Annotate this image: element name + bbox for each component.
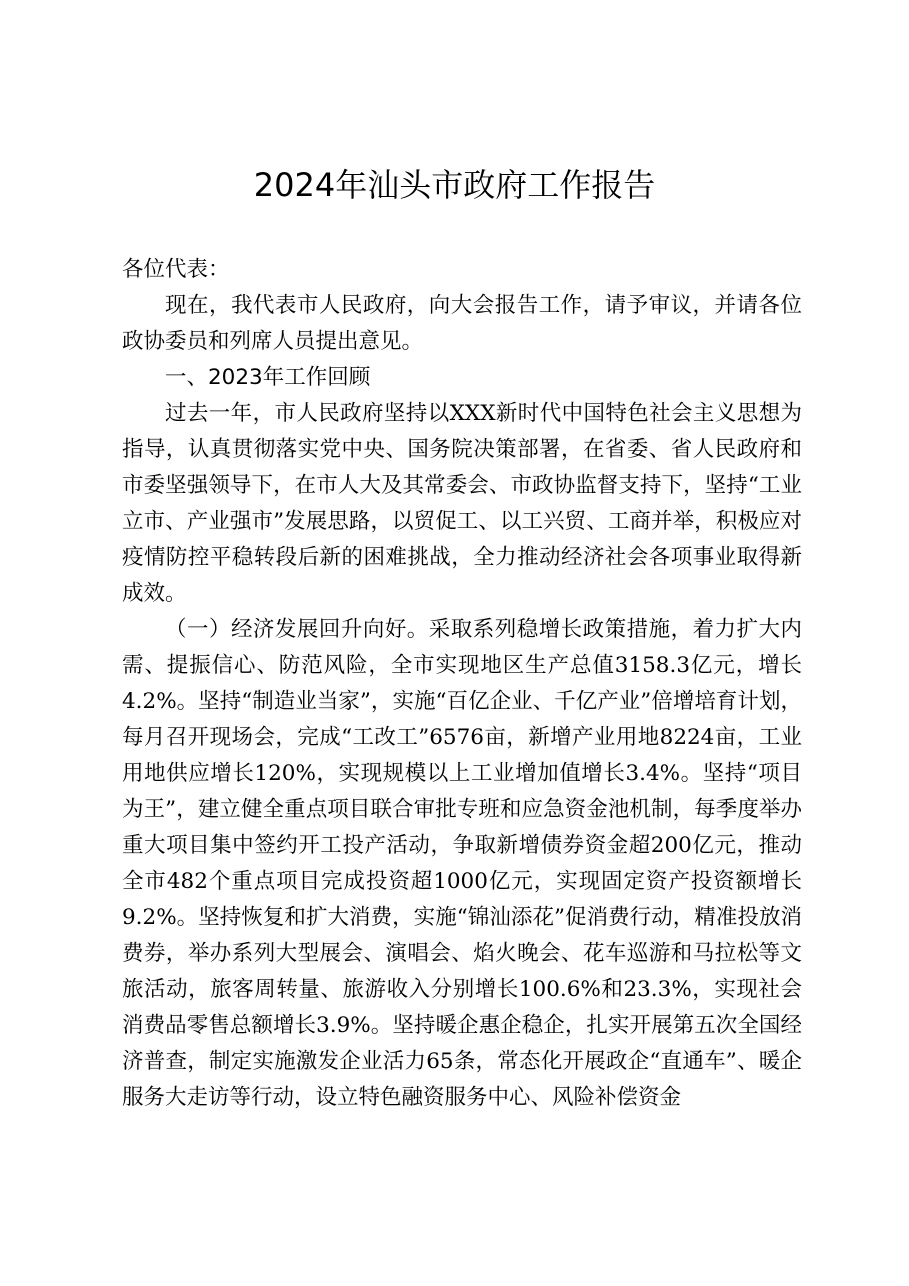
- document-body: [122, 252, 802, 1116]
- document-title: 2024年汕头市政府工作报告: [253, 166, 656, 204]
- intro-paragraph: 现在，我代表市人民政府，向大会报告工作，请予审议，并请各位政协委员和列席人员提出意见。: [122, 293, 802, 354]
- economy-paragraph: （一）经济发展回升向好。采取系列稳增长政策措施，着力扩大内需、提振信心、防范风险，全市实现地区生产总值3158.3亿元，增长4.2%。坚持“制造业当家”，实施“百亿企业、千亿产业”倍增培育计划，每月召开现场会，完成“工改工”6576亩，新增产业用地8224亩，工业用地供应增长120%，实现规模以上工业增加值增长3.4%。坚持“项目为王”，建立健全重点项目联合审批专班和应急资金池机制，每季度举办重大项目集中签约开工投产活动，争取新增债券资金超200亿元，推动全市482个重点项目完成投资超1000亿元，实现固定资产投资额增长9.2%。坚持恢复和扩大消费，实施“锦汕添花”促消费行动，精准投放消费券，举办系列大型展会、演唱会、焰火晚会、花车巡游和马拉松等文旅活动，旅客周转量、旅游收入分别增长100.6%和23.3%，实现社会消费品零售总额增长3.9%。坚持暖企惠企稳企，扎实开展第五次全国经济普查，制定实施激发企业活力65条，常态化开展政企“直通车”、暖企服务大走访等行动，设立特色融资服务中心、风险补偿资金: [122, 617, 802, 1110]
- section-heading: 一、2023年工作回顾: [165, 365, 371, 390]
- review-paragraph: 过去一年，市人民政府坚持以XXX新时代中国特色社会主义思想为指导，认真贯彻落实党中央、国务院决策部署，在省委、省人民政府和市委坚强领导下，在市人大及其常委会、市政协监督支持下，坚持“工业立市、产业强市”发展思路，以贸促工、以工兴贸、工商并举，积极应对疫情防控平稳转段后新的困难挑战，全力推动经济社会各项事业取得新成效。: [122, 401, 802, 606]
- salutation: 各位代表：: [122, 257, 230, 282]
